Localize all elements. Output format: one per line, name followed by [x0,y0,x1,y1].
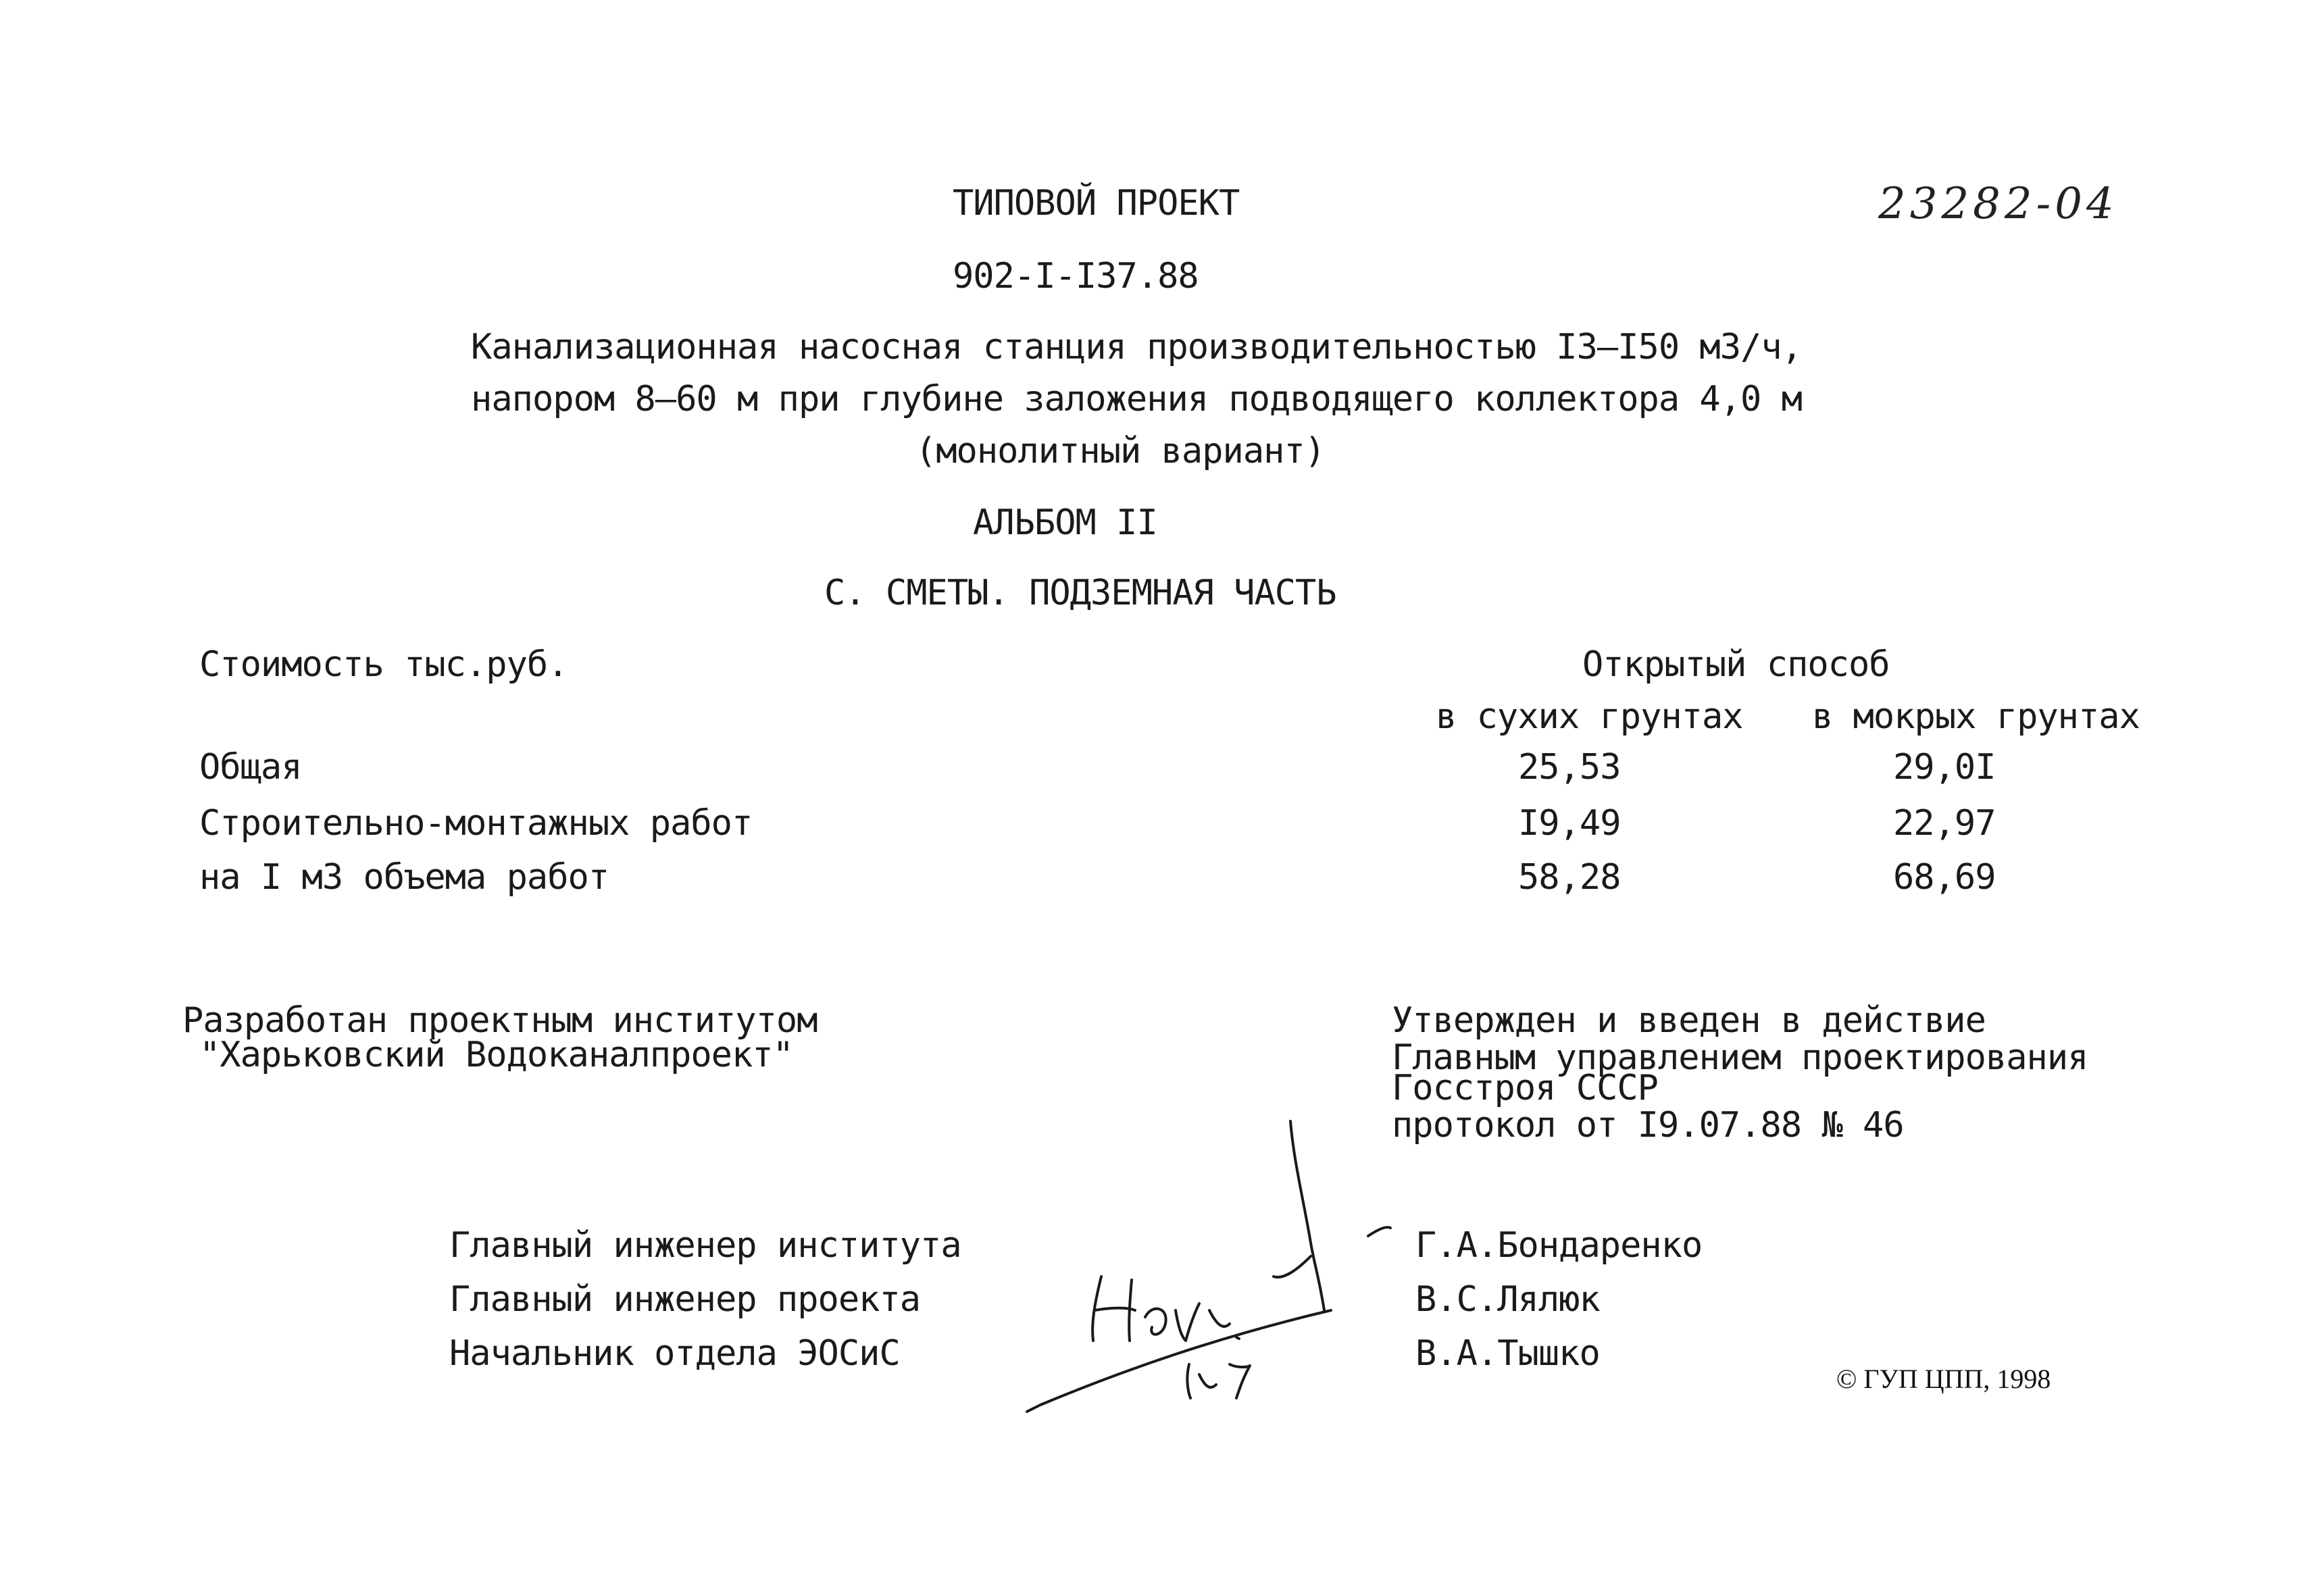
name-tyshko: В.А.Тышко [1415,1333,1600,1374]
column-header-dry-soil: в сухих грунтах [1436,696,1743,737]
value-total-dry: 25,53 [1518,747,1621,788]
value-per-m3-dry: 58,28 [1518,857,1621,898]
document-type-heading: ТИПОВОЙ ПРОЕКТ [953,183,1240,224]
role-chief-engineer-project: Главный инженер проекта [449,1279,921,1320]
row-label-per-m3: на I м3 объема работ [199,857,609,898]
approval-line-2: Главным управлением проектирования [1392,1037,2088,1078]
value-total-wet: 29,0I [1893,747,1996,788]
value-per-m3-wet: 68,69 [1893,857,1996,898]
developer-line-1: Разработан проектным институтом [182,1000,818,1041]
approval-line-4: протокол от I9.07.88 № 46 [1392,1105,1904,1145]
row-label-construction: Строительно-монтажных работ [199,803,753,844]
section-heading: С. СМЕТЫ. ПОДЗЕМНАЯ ЧАСТЬ [824,573,1336,613]
developer-line-2: "Харьковский Водоканалпроект" [199,1035,793,1075]
row-label-total: Общая [199,747,302,788]
role-chief-engineer-institute: Главный инженер института [449,1225,961,1266]
copyright-notice: © ГУП ЦПП, 1998 [1836,1364,2051,1394]
approval-line-1: Утвержден и введен в действие [1392,1000,1986,1041]
role-department-head: Начальник отдела ЭОСиС [449,1333,900,1374]
name-lyalyuk: В.С.Лялюк [1415,1279,1600,1320]
project-title-line-3: (монолитный вариант) [915,431,1326,471]
project-title-line-2: напором 8–60 м при глубине заложения подводящего коллектора 4,0 м [471,379,1802,419]
cost-table-label: Стоимость тыс.руб. [199,644,568,685]
inventory-number: 23282-04 [1878,179,2118,229]
project-title-line-1: Канализационная насосная станция производительностью I3–I50 м3/ч, [471,327,1802,367]
approval-line-3: Госстроя СССР [1392,1068,1658,1108]
value-construction-dry: I9,49 [1518,803,1621,844]
album-heading: АЛЬБОМ II [973,503,1157,543]
cost-table-group-header: Открытый способ [1582,644,1890,685]
project-code: 902-I-I37.88 [953,256,1199,297]
handwritten-signatures [1013,1108,1392,1418]
value-construction-wet: 22,97 [1893,803,1996,844]
column-header-wet-soil: в мокрых грунтах [1812,696,2140,737]
name-bondarenko: Г.А.Бондаренко [1415,1225,1703,1266]
